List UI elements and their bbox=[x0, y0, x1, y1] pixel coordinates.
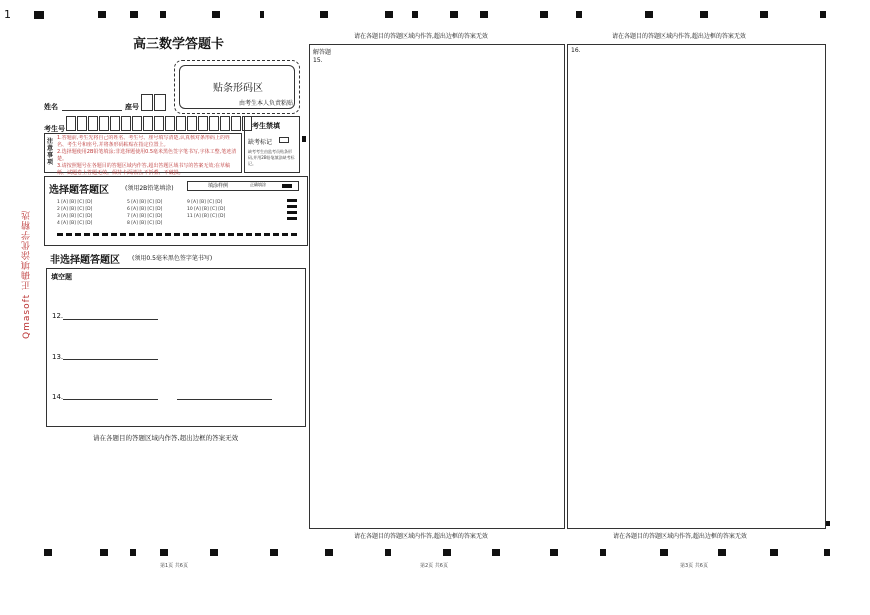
choice-row-5[interactable]: 5 [A] [B] [C] [D] bbox=[127, 200, 163, 205]
barcode-area bbox=[174, 60, 300, 114]
absent-mark-box[interactable] bbox=[279, 137, 289, 143]
essay-section-label: 解答题 bbox=[313, 49, 332, 56]
seat-box-2[interactable] bbox=[154, 94, 166, 111]
fill-example-label: 填涂样例 bbox=[208, 183, 229, 189]
choice-col-3[interactable] bbox=[187, 199, 225, 220]
choice-col-1[interactable] bbox=[57, 199, 92, 227]
absent-label: 缺考标记 bbox=[248, 139, 273, 146]
right-warning-top: 请在各题目的答题区域内作答,超出边框的答案无效 bbox=[612, 33, 746, 40]
question-13-label: 13. bbox=[52, 353, 64, 361]
barcode-label: 贴条形码区 bbox=[213, 83, 263, 94]
notes-title: 注意事项 bbox=[47, 138, 54, 166]
choice-row-2[interactable]: 2 [A] [B] [C] [D] bbox=[57, 207, 93, 212]
question-14-answer-line-2[interactable] bbox=[177, 399, 272, 400]
seat-label: 座号 bbox=[125, 103, 139, 111]
choice-note: (须用2B铅笔填涂) bbox=[125, 185, 174, 192]
fill-blank-label: 填空题 bbox=[51, 273, 72, 281]
question-14-answer-line-1[interactable] bbox=[63, 399, 158, 400]
choice-title: 选择题答题区 bbox=[49, 185, 109, 196]
forbidden-box bbox=[244, 116, 300, 173]
name-label: 姓名 bbox=[44, 103, 58, 111]
choice-row-3[interactable]: 3 [A] [B] [C] [D] bbox=[57, 214, 93, 219]
question-13-answer-line[interactable] bbox=[63, 359, 158, 360]
choice-row-8[interactable]: 8 [A] [B] [C] [D] bbox=[127, 221, 163, 226]
forbidden-title: 考生禁填 bbox=[252, 122, 280, 130]
right-answer-box[interactable] bbox=[567, 44, 826, 529]
choice-row-4[interactable]: 4 [A] [B] [C] [D] bbox=[57, 221, 93, 226]
side-watermark-text: Qmasoft 正确填涂优学精选 bbox=[22, 210, 32, 339]
middle-answer-box[interactable] bbox=[309, 44, 565, 529]
choice-bottom-marks bbox=[57, 233, 297, 236]
note-1: 1.答题前,考生先将自己的姓名、考生号、座号填写清楚,认真核对条形码上的姓名、考生号和座号,并将条形码粘贴在指定位置上。 bbox=[57, 135, 230, 148]
correct-fill-label: 正确填涂 bbox=[250, 182, 266, 187]
choice-col-2[interactable] bbox=[127, 199, 162, 227]
barcode-note: 由考生本人负责粘贴 bbox=[239, 100, 294, 107]
left-warning: 请在各题目的答题区域内作答,超出边框的答案无效 bbox=[93, 434, 239, 442]
choice-row-10[interactable]: 10 [A] [B] [C] [D] bbox=[187, 207, 226, 212]
footer-page-3: 第3页 共6页 bbox=[680, 563, 708, 569]
note-2: 2.选择题使用2B铅笔填涂;非选择题使用0.5毫米黑色签字笔书写,字体工整,笔迹清楚。 bbox=[57, 149, 237, 162]
note-3: 3.请按照题号在各题目的答题区域内作答,超出答题区域书写的答案无效;在草稿纸、试题卷上答题无效。保持卡面清洁,不折叠、不破损。 bbox=[57, 163, 231, 176]
fill-example-box bbox=[187, 181, 299, 191]
nonchoice-title: 非选择题答题区 bbox=[50, 255, 120, 266]
absent-note: 缺考考生由监考员贴条形码,并用2B铅笔填涂缺考标记。 bbox=[248, 149, 295, 166]
question-12-answer-line[interactable] bbox=[63, 319, 158, 320]
choice-row-9[interactable]: 9 [A] [B] [C] [D] bbox=[187, 200, 223, 205]
page-number: 1 bbox=[4, 8, 11, 21]
footer-page-2: 第2页 共6页 bbox=[420, 563, 448, 569]
footer-page-1: 第1页 共6页 bbox=[160, 563, 188, 569]
fill-blank-box[interactable] bbox=[46, 268, 306, 427]
choice-row-7[interactable]: 7 [A] [B] [C] [D] bbox=[127, 214, 163, 219]
middle-warning-top: 请在各题目的答题区域内作答,超出边框的答案无效 bbox=[354, 33, 488, 40]
question-15-label: 15. bbox=[313, 57, 323, 64]
choice-row-1[interactable]: 1 [A] [B] [C] [D] bbox=[57, 200, 93, 205]
choice-marks bbox=[287, 199, 297, 223]
question-16-label: 16. bbox=[571, 47, 581, 54]
exam-id-label: 考生号 bbox=[44, 125, 65, 133]
choice-row-11[interactable]: 11 [A] [B] [C] [D] bbox=[187, 214, 226, 219]
name-field[interactable] bbox=[62, 110, 122, 111]
notes-box bbox=[44, 133, 242, 176]
card-title: 高三数学答题卡 bbox=[133, 37, 225, 52]
right-warning-bottom: 请在各题目的答题区域内作答,超出边框的答案无效 bbox=[613, 533, 747, 540]
question-12-label: 12. bbox=[52, 312, 64, 320]
seat-box-1[interactable] bbox=[141, 94, 153, 111]
nonchoice-note: (须用0.5毫米黑色签字笔书写) bbox=[132, 255, 213, 262]
question-14-label: 14. bbox=[52, 393, 64, 401]
choice-section bbox=[44, 176, 308, 246]
middle-warning-bottom: 请在各题目的答题区域内作答,超出边框的答案无效 bbox=[354, 533, 488, 540]
choice-row-6[interactable]: 6 [A] [B] [C] [D] bbox=[127, 207, 163, 212]
